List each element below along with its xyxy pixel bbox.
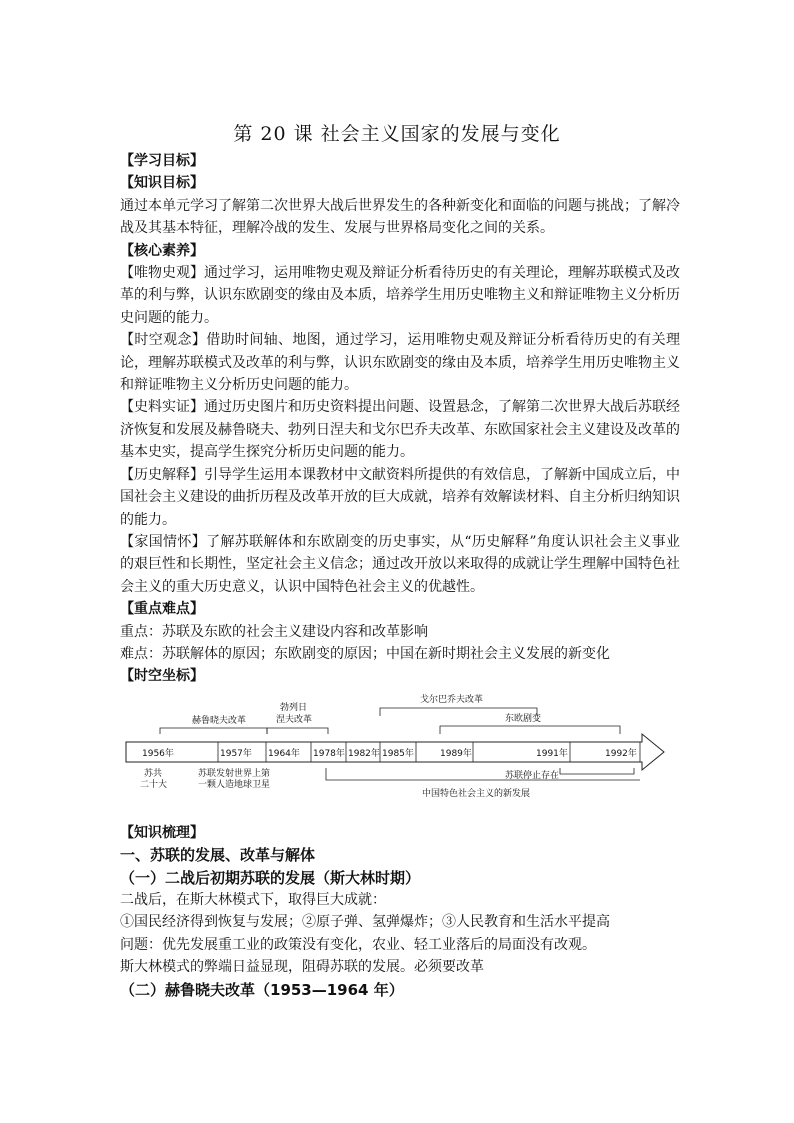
label-east-europe-change: 东欧剧变	[505, 713, 542, 724]
paragraph-achievements-intro: 二战后，在斯大林模式下，取得巨大成就：	[120, 891, 386, 908]
paragraph-difficult-point: 难点：苏联解体的原因；东欧剧变的原因；中国在新时期社会主义发展的新变化	[120, 645, 610, 662]
timeline-svg	[120, 690, 680, 818]
label-china-development: 中国特色社会主义的新发展	[422, 788, 531, 799]
paragraph-space-time: 【时空观念】借助时间轴、地图，通过学习，运用唯物史观及辩证分析看待历史的有关理论，理解苏联模式及改革的利与弊，认识东欧剧变的缘由及本质，培养学生用历史唯物主义和辩证唯物主义分析历史问题的能力。	[120, 332, 680, 394]
paragraph-stalin-model: 斯大林模式的弊端日益显现，阻碍苏联的发展。必须要改革	[120, 959, 484, 976]
year-1982: 1982年	[348, 748, 380, 759]
year-1989: 1989年	[440, 748, 472, 759]
heading-learning-goals: 【学习目标】	[120, 153, 204, 169]
section-1-title: 一、苏联的发展、改革与解体	[120, 846, 316, 865]
heading-knowledge-goals: 【知识目标】	[120, 175, 204, 192]
paragraph-achievements-list: ①国民经济得到恢复与发展；②原子弹、氢弹爆炸；③人民教育和生活水平提高	[120, 914, 610, 931]
timeline-figure	[120, 690, 680, 818]
bracket-east-europe	[440, 726, 620, 734]
section-1-1-title: （一）二战后初期苏联的发展（斯大林时期）	[120, 868, 421, 887]
year-1956: 1956年	[142, 748, 174, 759]
paragraph-patriotism: 【家国情怀】了解苏联解体和东欧剧变的历史事实，从“历史解释”角度认识社会主义事业的艰巨性和长期性，坚定社会主义信念；通过改开放以来取得的成就让学生理解中国特色社会主义的重大历史意义，认识中国特色社会主义的优越性。	[120, 533, 680, 595]
year-1992: 1992年	[605, 748, 637, 759]
document-body	[120, 150, 680, 1001]
heading-core-literacy: 【核心素养】	[120, 242, 204, 259]
label-brezhnev-2: 涅夫改革	[276, 714, 313, 725]
label-cpsu-1: 苏共	[144, 768, 163, 779]
page-title: 第 20 课 社会主义国家的发展与变化	[233, 123, 561, 145]
paragraph-knowledge-goals: 通过本单元学习了解第二次世界大战后世界发生的各种新变化和面临的问题与挑战；了解冷战及其基本特征，理解冷战的发生、发展与世界格局变化之间的关系。	[120, 197, 680, 237]
paragraph-key-point: 重点：苏联及东欧的社会主义建设内容和改革影响	[120, 623, 428, 640]
label-gorbachev-reform: 戈尔巴乔夫改革	[420, 694, 484, 705]
bracket-brezhnev	[267, 728, 328, 734]
heading-timeline: 【时空坐标】	[120, 668, 204, 685]
year-1957: 1957年	[220, 748, 252, 759]
heading-key-points: 【重点难点】	[120, 601, 204, 618]
paragraph-historical-materialism: 【唯物史观】通过学习，运用唯物史观及辩证分析看待历史的有关理论，理解苏联模式及改革的利与弊，认识东欧剧变的缘由及本质，培养学生用历史唯物主义和辩证唯物主义分析历史问题的能力。	[120, 265, 680, 326]
label-satellite-2: 一颗人造地球卫星	[198, 779, 271, 790]
bracket-ussr-end	[560, 768, 634, 774]
heading-knowledge-outline: 【知识梳理】	[120, 824, 204, 841]
paragraph-evidence: 【史料实证】通过历史图片和历史资料提出问题、设置悬念，了解第二次世界大战后苏联经济恢复和发展及赫鲁晓夫、勃列日涅夫和戈尔巴乔夫改革、东欧国家社会主义建设及改革的基本史实，提高学生探究分析历史问题的能力。	[120, 399, 680, 461]
bracket-khrushchev	[160, 728, 267, 734]
label-ussr-end: 苏联停止存在	[505, 770, 560, 781]
year-1991: 1991年	[536, 748, 568, 759]
section-1-2-title: （二）赫鲁晓夫改革（1953—1964 年）	[120, 980, 404, 999]
paragraph-interpretation: 【历史解释】引导学生运用本课教材中文献资料所提供的有效信息，了解新中国成立后，中国社会主义建设的曲折历程及改革开放的巨大成就，培养有效解读材料、自主分析归纳知识的能力。	[120, 466, 680, 528]
label-cpsu-2: 二十大	[140, 779, 168, 790]
year-1985: 1985年	[382, 748, 414, 759]
label-brezhnev-1: 勃列日	[280, 702, 308, 713]
label-khrushchev-reform: 赫鲁晓夫改革	[192, 715, 247, 726]
paragraph-problems: 问题：优先发展重工业的政策没有变化，农业、轻工业落后的局面没有改观。	[120, 936, 596, 953]
year-1978: 1978年	[313, 748, 345, 759]
label-satellite-1: 苏联发射世界上第	[198, 768, 271, 779]
year-1964: 1964年	[268, 748, 300, 759]
